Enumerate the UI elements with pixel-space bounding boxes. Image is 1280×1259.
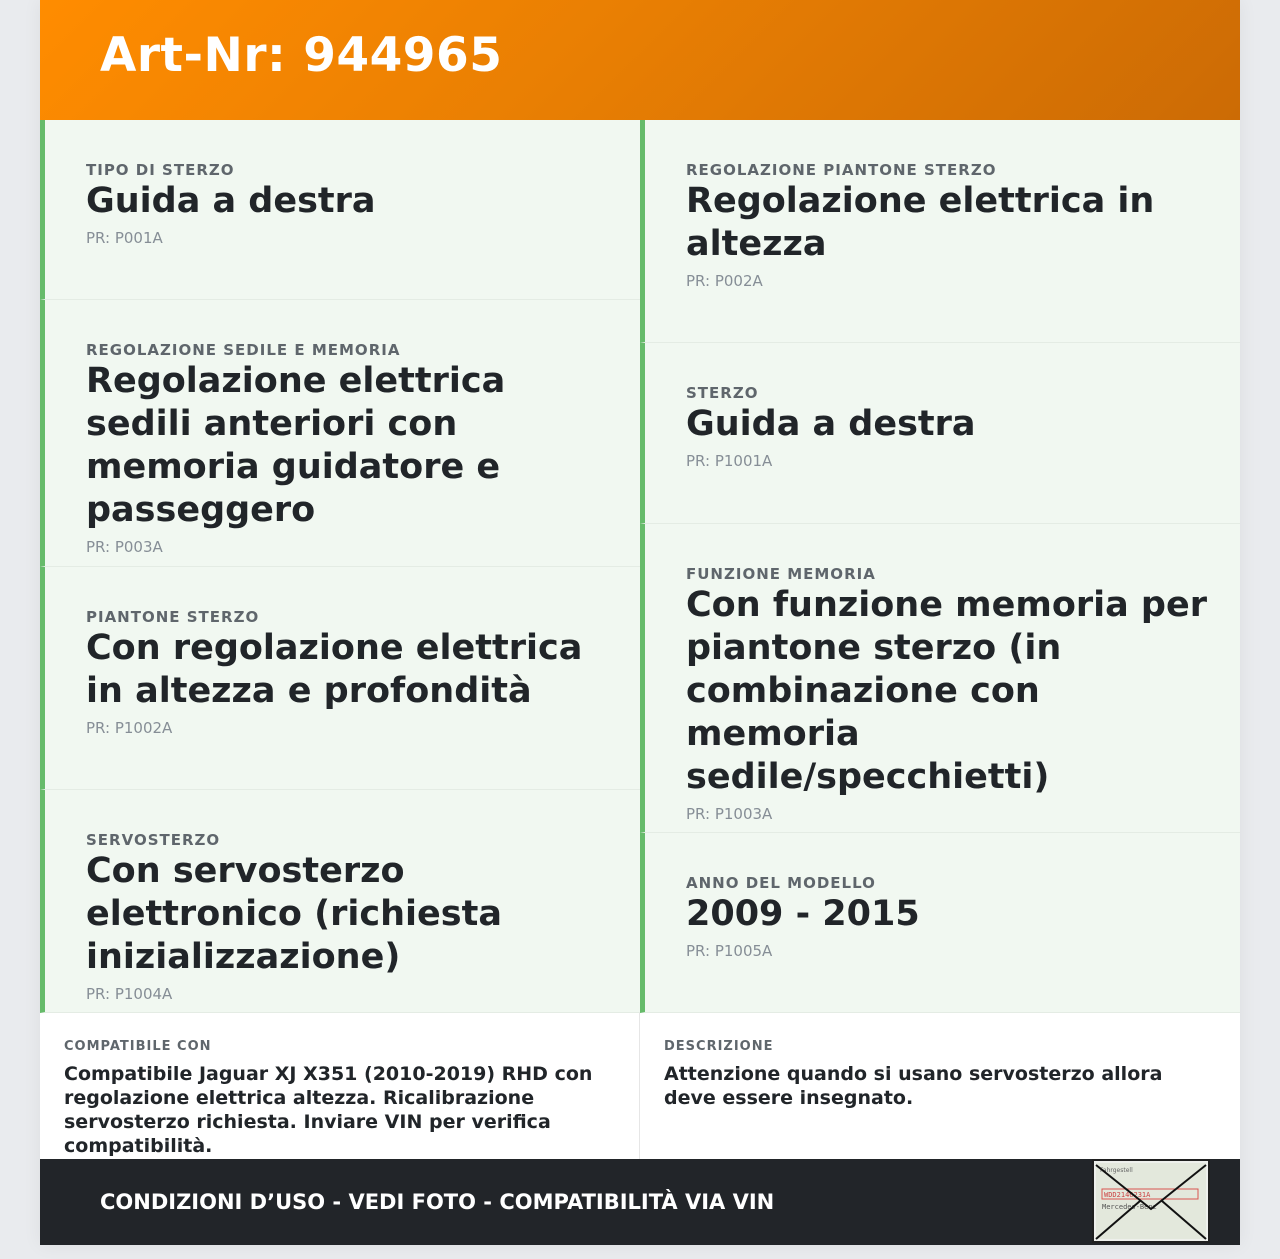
spec-value: Guida a destra — [86, 181, 376, 221]
spec-value: Guida a destra — [686, 404, 976, 444]
spec-value: Regolazione elettrica in altezza — [686, 181, 1155, 264]
spec-value: Regolazione elettrica sedili anteriori con memoria guidatore e passeggero — [86, 361, 506, 530]
spec-pr-code: PR: P1002A — [86, 719, 173, 737]
spec-cell-regolazione-piantone — [640, 120, 1240, 343]
spec-label: FUNZIONE MEMORIA — [686, 565, 876, 583]
spec-pr-code: PR: P1001A — [686, 452, 773, 470]
spec-cell-piantone-sterzo — [40, 567, 640, 790]
stamp-vin: WDD2146231A — [1104, 1191, 1151, 1199]
spec-cell-anno-modello — [640, 833, 1240, 1013]
spec-cell-regolazione-sedile — [40, 300, 640, 567]
spec-cell-sterzo — [640, 343, 1240, 524]
article-number-title: Art-Nr: 944965 — [100, 28, 503, 83]
spec-value: Con servosterzo elettronico (richiesta inizializzazione) — [86, 851, 502, 977]
spec-pr-code: PR: P001A — [86, 229, 163, 247]
stamp-brand: Mercedes-Benz — [1102, 1203, 1157, 1211]
footer-bar — [40, 1159, 1240, 1245]
spec-cell-tipo-di-sterzo — [40, 120, 640, 300]
spec-label: STERZO — [686, 384, 759, 402]
header-bar — [40, 0, 1240, 120]
spec-label: REGOLAZIONE PIANTONE STERZO — [686, 161, 997, 179]
spec-label: REGOLAZIONE SEDILE E MEMORIA — [86, 341, 401, 359]
spec-pr-code: PR: P002A — [686, 272, 763, 290]
stamp-label: Fahrgestell — [1100, 1167, 1133, 1174]
compatibility-section — [40, 1013, 640, 1159]
description-label: DESCRIZIONE — [664, 1039, 774, 1054]
spec-label: PIANTONE STERZO — [86, 608, 260, 626]
spec-cell-funzione-memoria — [640, 524, 1240, 833]
spec-pr-code: PR: P003A — [86, 538, 163, 556]
spec-label: ANNO DEL MODELLO — [686, 874, 876, 892]
compatibility-text: Compatibile Jaguar XJ X351 (2010-2019) RHD con regolazione elettrica altezza. Ricalibrazione servosterzo richiesta. Inviare VIN per verifica compatibilità. — [64, 1063, 593, 1157]
spec-value: 2009 - 2015 — [686, 894, 920, 934]
terms-of-use-text: CONDIZIONI D’USO - VEDI FOTO - COMPATIBILITÀ VIA VIN — [100, 1190, 775, 1214]
description-text: Attenzione quando si usano servosterzo allora deve essere insegnato. — [664, 1063, 1163, 1109]
vin-plate-envelope-icon — [1092, 1159, 1210, 1243]
spec-pr-code: PR: P1003A — [686, 805, 773, 823]
compatibility-label: COMPATIBILE CON — [64, 1039, 212, 1054]
spec-pr-code: PR: P1004A — [86, 985, 173, 1003]
product-sheet — [40, 0, 1240, 1245]
spec-cell-servosterzo — [40, 790, 640, 1013]
spec-label: TIPO DI STERZO — [86, 161, 235, 179]
spec-label: SERVOSTERZO — [86, 831, 221, 849]
spec-value: Con regolazione elettrica in altezza e profondità — [86, 628, 583, 711]
spec-pr-code: PR: P1005A — [686, 942, 773, 960]
description-section — [640, 1013, 1240, 1159]
spec-value: Con funzione memoria per piantone sterzo (in combinazione con memoria sedile/specchietti) — [686, 585, 1207, 797]
